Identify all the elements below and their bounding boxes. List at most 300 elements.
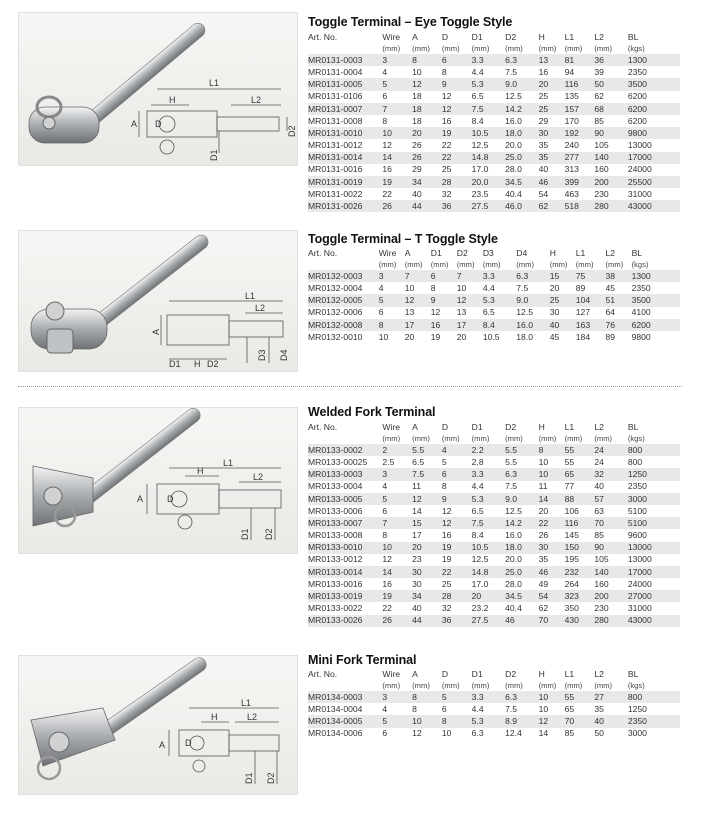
cell-value: 12 <box>382 140 392 151</box>
cell-value: 19 <box>382 590 412 602</box>
cell-value: 280 <box>594 615 627 627</box>
cell-value: 10 <box>382 127 412 139</box>
cell-value: 7.5 <box>505 481 518 492</box>
cell-art-no <box>308 680 382 691</box>
cell-value: 9 <box>431 294 457 306</box>
cell-value: 6 <box>442 54 472 66</box>
cell-value: 39 <box>594 66 604 77</box>
cell-value: 192 <box>565 127 595 139</box>
cell-value: 8.4 <box>471 530 484 541</box>
cell-value: 40 <box>412 603 422 614</box>
cell-value: D2 <box>505 31 538 43</box>
cell-value: 230 <box>594 188 609 199</box>
cell-value: (kgs) <box>628 43 680 54</box>
cell-value: 23 <box>412 554 422 565</box>
table-row <box>308 176 680 188</box>
cell-value: 14.8 <box>472 152 505 164</box>
cell-value: 50 <box>594 728 604 739</box>
diagram-label-a: A <box>151 328 161 335</box>
cell-value: (mm) <box>505 680 538 691</box>
cell-art-no: MR0133-0004 <box>308 481 363 492</box>
cell-value: 25 <box>550 294 576 306</box>
cell-value: 19 <box>442 542 472 554</box>
diagram-label-a: A <box>159 740 166 750</box>
table-title-eye-toggle: Toggle Terminal – Eye Toggle Style <box>308 15 513 29</box>
cell-value: 12 <box>382 554 392 565</box>
cell-value: 8 <box>412 54 442 66</box>
cell-value: 5.3 <box>472 715 505 727</box>
cell-value: D1 <box>472 668 505 680</box>
cell-value: 3500 <box>628 78 680 90</box>
table-units-row <box>308 259 680 270</box>
cell-value: D <box>442 31 472 43</box>
cell-value: 63 <box>594 505 604 516</box>
cell-art-no: Art. No. <box>308 421 382 433</box>
cell-value: 8 <box>430 282 436 293</box>
cell-value: 22 <box>382 603 392 614</box>
cell-value: 26 <box>382 200 412 212</box>
cell-value: 6 <box>382 91 388 102</box>
table-row <box>308 200 680 212</box>
cell-value: 10 <box>456 282 467 293</box>
cell-value: (mm) <box>431 259 457 270</box>
cell-value: L2 <box>594 421 627 433</box>
cell-value: 9.0 <box>505 78 538 90</box>
diagram-label-l1: L1 <box>209 78 220 88</box>
cell-value: 9 <box>442 78 472 90</box>
cell-value: H <box>539 421 565 433</box>
cell-value: 3.3 <box>472 54 505 66</box>
cell-value: 4 <box>442 444 472 456</box>
cell-value: 70 <box>565 715 595 727</box>
cell-value: 6 <box>442 468 472 480</box>
cell-value: 24000 <box>627 578 652 589</box>
table-row <box>308 554 680 566</box>
cell-value: 9600 <box>627 530 647 541</box>
cell-value: 25 <box>538 91 549 102</box>
cell-value: 12 <box>441 505 452 516</box>
cell-value: 5.5 <box>505 444 538 456</box>
cell-value: 27000 <box>628 590 680 602</box>
cell-value: 8 <box>442 715 472 727</box>
table-row <box>308 691 680 703</box>
cell-value: 11 <box>412 481 422 492</box>
cell-value: 20 <box>404 331 415 342</box>
cell-art-no: Art. No. <box>308 31 382 43</box>
diagram-label-d3: D3 <box>257 349 267 361</box>
cell-value: 25 <box>539 103 565 115</box>
diagram-label-l2: L2 <box>253 472 264 482</box>
cell-art-no: Art. No. <box>308 668 382 680</box>
table-row <box>308 331 680 343</box>
cell-value: 12 <box>539 715 565 727</box>
cell-value: 9.0 <box>505 493 538 505</box>
table-row <box>308 566 680 578</box>
cell-value: 26 <box>538 530 549 541</box>
cell-value: 62 <box>539 200 565 212</box>
cell-value: 195 <box>564 554 579 565</box>
cell-value: H <box>539 668 565 680</box>
cell-value: 30 <box>539 542 565 554</box>
cell-value: 31000 <box>627 188 652 199</box>
diagram-label-l2: L2 <box>255 303 266 313</box>
cell-art-no: MR0133-0016 <box>308 578 363 589</box>
cell-value: 55 <box>565 444 595 456</box>
cell-value: 4.4 <box>482 282 495 293</box>
cell-value: Wire <box>382 31 412 43</box>
cell-value: 8.9 <box>505 715 538 727</box>
cell-value: H <box>539 31 565 43</box>
cell-value: 12 <box>457 294 483 306</box>
cell-value: 22 <box>539 517 565 529</box>
cell-value: BL <box>628 31 680 43</box>
cell-value: 150 <box>565 542 595 554</box>
product-photo-t-toggle <box>18 230 298 372</box>
cell-value: 5 <box>382 493 412 505</box>
cell-value: BL <box>628 421 680 433</box>
cell-value: 27 <box>594 691 627 703</box>
cell-art-no <box>308 259 379 270</box>
diagram-label-d2: D2 <box>266 772 276 784</box>
cell-value: 25500 <box>628 176 680 188</box>
cell-value: 5.3 <box>483 294 516 306</box>
cell-value: 518 <box>565 200 595 212</box>
cell-value: 12 <box>441 91 452 102</box>
cell-value: 40.4 <box>505 188 522 199</box>
cell-value: 2350 <box>627 66 647 77</box>
cell-art-no: MR0133-0019 <box>308 590 382 602</box>
table-row <box>308 103 680 115</box>
cell-art-no: MR0134-0005 <box>308 715 382 727</box>
cell-value: 5 <box>441 456 447 467</box>
cell-value: 430 <box>565 615 595 627</box>
cell-value: 20 <box>539 78 565 90</box>
cell-art-no: MR0133-00025 <box>308 456 368 467</box>
cell-value: 7 <box>382 103 412 115</box>
section-divider <box>18 386 682 387</box>
cell-value: 46 <box>539 176 565 188</box>
cell-value: (mm) <box>576 259 606 270</box>
cell-value: 160 <box>594 164 609 175</box>
cell-value: 20.0 <box>505 140 522 151</box>
cell-art-no: MR0133-0003 <box>308 468 382 480</box>
cell-value: D <box>442 668 472 680</box>
cell-value: (mm) <box>382 680 412 691</box>
cell-value: 7.5 <box>472 103 505 115</box>
cell-value: 38 <box>606 270 632 282</box>
cell-value: (mm) <box>457 259 483 270</box>
cell-value: 54 <box>539 590 565 602</box>
cell-value: 3 <box>382 468 412 480</box>
cell-value: 7.5 <box>472 517 505 529</box>
cell-value: 32 <box>441 603 452 614</box>
cell-value: 12.5 <box>471 554 489 565</box>
cell-value: 13 <box>404 307 415 318</box>
table-row <box>308 54 680 66</box>
table-row <box>308 78 680 90</box>
cell-value: 12.5 <box>505 91 522 102</box>
cell-value: 54 <box>538 188 549 199</box>
cell-value: 24 <box>594 456 604 467</box>
cell-value: 27.5 <box>472 615 505 627</box>
cell-value: 12 <box>405 294 431 306</box>
cell-value: 62 <box>538 603 549 614</box>
cell-value: 35 <box>594 703 604 714</box>
cell-value: 6.3 <box>516 270 549 282</box>
table-row <box>308 115 680 127</box>
cell-value: 57 <box>594 493 627 505</box>
cell-value: (mm) <box>505 433 538 444</box>
diagram-label-l1: L1 <box>245 291 256 301</box>
cell-value: 10 <box>378 331 389 342</box>
diagram-label-d1: D1 <box>244 772 254 784</box>
cell-value: 2350 <box>628 715 680 727</box>
cell-value: 18.0 <box>505 127 538 139</box>
cell-value: 7.5 <box>516 282 529 293</box>
cell-value: 7 <box>405 270 431 282</box>
cell-value: 65 <box>564 703 575 714</box>
cell-value: 16 <box>441 530 452 541</box>
cell-value: A <box>412 668 442 680</box>
cell-art-no: MR0133-0010 <box>308 542 382 554</box>
table-row <box>308 602 680 614</box>
cell-value: 2.5 <box>382 456 395 467</box>
table-units-row <box>308 433 680 444</box>
cell-value: 24 <box>594 444 627 456</box>
cell-value: 20 <box>456 331 467 342</box>
cell-value: 25.0 <box>505 152 538 164</box>
cell-value: 34 <box>412 590 442 602</box>
cell-value: 17 <box>457 319 483 331</box>
cell-value: 28 <box>442 176 472 188</box>
table-row <box>308 615 680 627</box>
cell-value: 200 <box>594 590 627 602</box>
diagram-label-l1: L1 <box>223 458 234 468</box>
cell-value: 7 <box>382 517 412 529</box>
cell-value: 23.5 <box>471 188 489 199</box>
cell-value: 170 <box>564 115 579 126</box>
cell-value: 10 <box>412 66 422 77</box>
cell-value: Wire <box>382 421 412 433</box>
table-row <box>308 139 680 151</box>
cell-value: 76 <box>606 319 632 331</box>
cell-value: 43000 <box>628 615 680 627</box>
cell-value: 313 <box>564 164 579 175</box>
cell-value: 10 <box>539 468 565 480</box>
cell-value: 3.3 <box>483 270 516 282</box>
cell-value: 13000 <box>628 542 680 554</box>
cell-value: 3 <box>382 691 412 703</box>
cell-value: 105 <box>594 554 609 565</box>
cell-value: 14.8 <box>472 566 505 578</box>
table-row <box>308 703 680 715</box>
cell-art-no: MR0133-0008 <box>308 530 363 541</box>
cell-value: 106 <box>564 505 579 516</box>
diagram-label-a: A <box>131 119 138 129</box>
table-row <box>308 468 680 480</box>
cell-value: 3000 <box>627 728 647 739</box>
cell-value: 45 <box>549 331 560 342</box>
cell-value: 22 <box>441 140 452 151</box>
cell-value: 5.5 <box>412 444 442 456</box>
cell-value: 20 <box>549 282 560 293</box>
cell-value: 4 <box>382 703 388 714</box>
cell-value: 10.5 <box>472 127 505 139</box>
cell-value: 35 <box>538 140 549 151</box>
diagram-label-d1: D1 <box>209 149 219 161</box>
cell-value: 85 <box>594 115 604 126</box>
cell-value: L2 <box>606 247 632 259</box>
cell-value: 10 <box>538 703 549 714</box>
cell-art-no <box>308 433 382 444</box>
cell-value: 22 <box>442 152 472 164</box>
cell-value: 6 <box>382 505 388 516</box>
cell-value: 17.0 <box>471 578 489 589</box>
cell-value: 6.5 <box>471 505 484 516</box>
cell-value: 85 <box>594 530 604 541</box>
diagram-label-d2: D2 <box>207 359 219 369</box>
cell-value: A <box>405 247 431 259</box>
table-row <box>308 270 680 282</box>
cell-value: 4100 <box>631 307 651 318</box>
cell-value: 13 <box>539 54 565 66</box>
diagram-label-a: A <box>137 494 144 504</box>
cell-value: D2 <box>505 421 538 433</box>
table-title-welded-fork: Welded Fork Terminal <box>308 405 436 419</box>
cell-value: 4 <box>378 282 384 293</box>
cell-art-no: MR0131-0014 <box>308 152 382 164</box>
cell-value: 25 <box>441 578 452 589</box>
cell-value: 40 <box>538 164 549 175</box>
cell-value: 3 <box>382 54 412 66</box>
cell-value: (mm) <box>594 43 627 54</box>
diagram-label-l2: L2 <box>247 712 258 722</box>
cell-value: 18.0 <box>505 542 538 554</box>
cell-art-no: MR0132-0003 <box>308 270 379 282</box>
cell-value: 28 <box>442 590 472 602</box>
cell-value: 51 <box>606 294 632 306</box>
cell-value: 2350 <box>631 282 651 293</box>
cell-value: 13000 <box>627 140 652 151</box>
cell-value: BL <box>628 668 680 680</box>
table-row <box>308 127 680 139</box>
cell-value: 44 <box>412 615 442 627</box>
cell-value: 44 <box>412 200 442 212</box>
cell-value: 6200 <box>627 115 647 126</box>
cell-value: 15 <box>550 270 576 282</box>
cell-value: 8.4 <box>483 319 516 331</box>
table-row <box>308 319 680 331</box>
cell-value: 17000 <box>628 566 680 578</box>
cell-value: 8 <box>441 66 447 77</box>
cell-value: 5100 <box>627 505 647 516</box>
table-row <box>308 444 680 456</box>
cell-value: 14.2 <box>505 103 538 115</box>
spec-table-eye-toggle <box>308 31 680 212</box>
welded-fork-illustration <box>19 408 297 553</box>
cell-art-no: MR0131-0004 <box>308 66 363 77</box>
cell-value: 6200 <box>628 103 680 115</box>
cell-value: 10.5 <box>472 542 505 554</box>
cell-value: 16 <box>441 115 452 126</box>
cell-value: L1 <box>565 668 595 680</box>
cell-value: 3.3 <box>472 691 505 703</box>
cell-art-no: MR0131-0005 <box>308 78 382 90</box>
cell-value: 12.5 <box>505 505 522 516</box>
cell-value: 1300 <box>628 54 680 66</box>
table-row <box>308 715 680 727</box>
cell-value: 75 <box>576 270 606 282</box>
cell-value: 14 <box>382 566 412 578</box>
cell-value: 16.0 <box>505 115 522 126</box>
cell-value: D2 <box>505 668 538 680</box>
table-row <box>308 294 680 306</box>
cell-value: 68 <box>594 103 627 115</box>
cell-value: 30 <box>549 307 560 318</box>
cell-value: 14 <box>538 728 549 739</box>
cell-value: 2 <box>382 444 412 456</box>
cell-art-no: Art. No. <box>308 247 379 259</box>
diagram-label-d2: D2 <box>287 125 297 137</box>
cell-value: 6200 <box>632 319 680 331</box>
cell-value: H <box>550 247 576 259</box>
cell-value: BL <box>632 247 680 259</box>
cell-value: 135 <box>564 91 579 102</box>
cell-value: D1 <box>472 421 505 433</box>
table-row <box>308 307 680 319</box>
cell-value: 20 <box>412 542 442 554</box>
cell-value: 32 <box>594 468 627 480</box>
cell-value: 70 <box>594 517 627 529</box>
cell-value: (mm) <box>565 680 595 691</box>
table-row <box>308 164 680 176</box>
table-row <box>308 542 680 554</box>
diagram-label-d2: D2 <box>264 528 274 540</box>
cell-value: (mm) <box>594 433 627 444</box>
cell-value: 5.3 <box>472 78 505 90</box>
cell-art-no: MR0132-0006 <box>308 307 363 318</box>
cell-value: 9 <box>442 493 472 505</box>
cell-art-no: MR0133-0014 <box>308 566 382 578</box>
cell-value: 28.0 <box>505 164 522 175</box>
cell-value: 3.3 <box>472 468 505 480</box>
cell-value: 160 <box>594 578 609 589</box>
cell-value: 19 <box>441 554 452 565</box>
cell-value: D4 <box>516 247 549 259</box>
cell-value: 46 <box>539 566 565 578</box>
cell-value: 12 <box>442 103 472 115</box>
table-row <box>308 493 680 505</box>
cell-value: 2.2 <box>472 444 505 456</box>
cell-art-no: MR0131-0106 <box>308 91 363 102</box>
cell-value: (mm) <box>442 43 472 54</box>
cell-value: 7.5 <box>412 468 442 480</box>
cell-value: 2350 <box>627 481 647 492</box>
cell-value: 12 <box>412 728 422 739</box>
cell-value: 157 <box>565 103 595 115</box>
cell-value: (mm) <box>565 43 595 54</box>
cell-art-no: MR0132-0005 <box>308 294 379 306</box>
cell-value: 15 <box>412 517 442 529</box>
cell-value: 40 <box>412 188 422 199</box>
cell-value: (mm) <box>405 259 431 270</box>
table-row <box>308 590 680 602</box>
cell-value: 23.2 <box>471 603 489 614</box>
cell-value: 20 <box>538 505 549 516</box>
cell-value: 7.5 <box>505 66 518 77</box>
cell-value: 4.4 <box>471 703 484 714</box>
cell-value: (mm) <box>442 433 472 444</box>
